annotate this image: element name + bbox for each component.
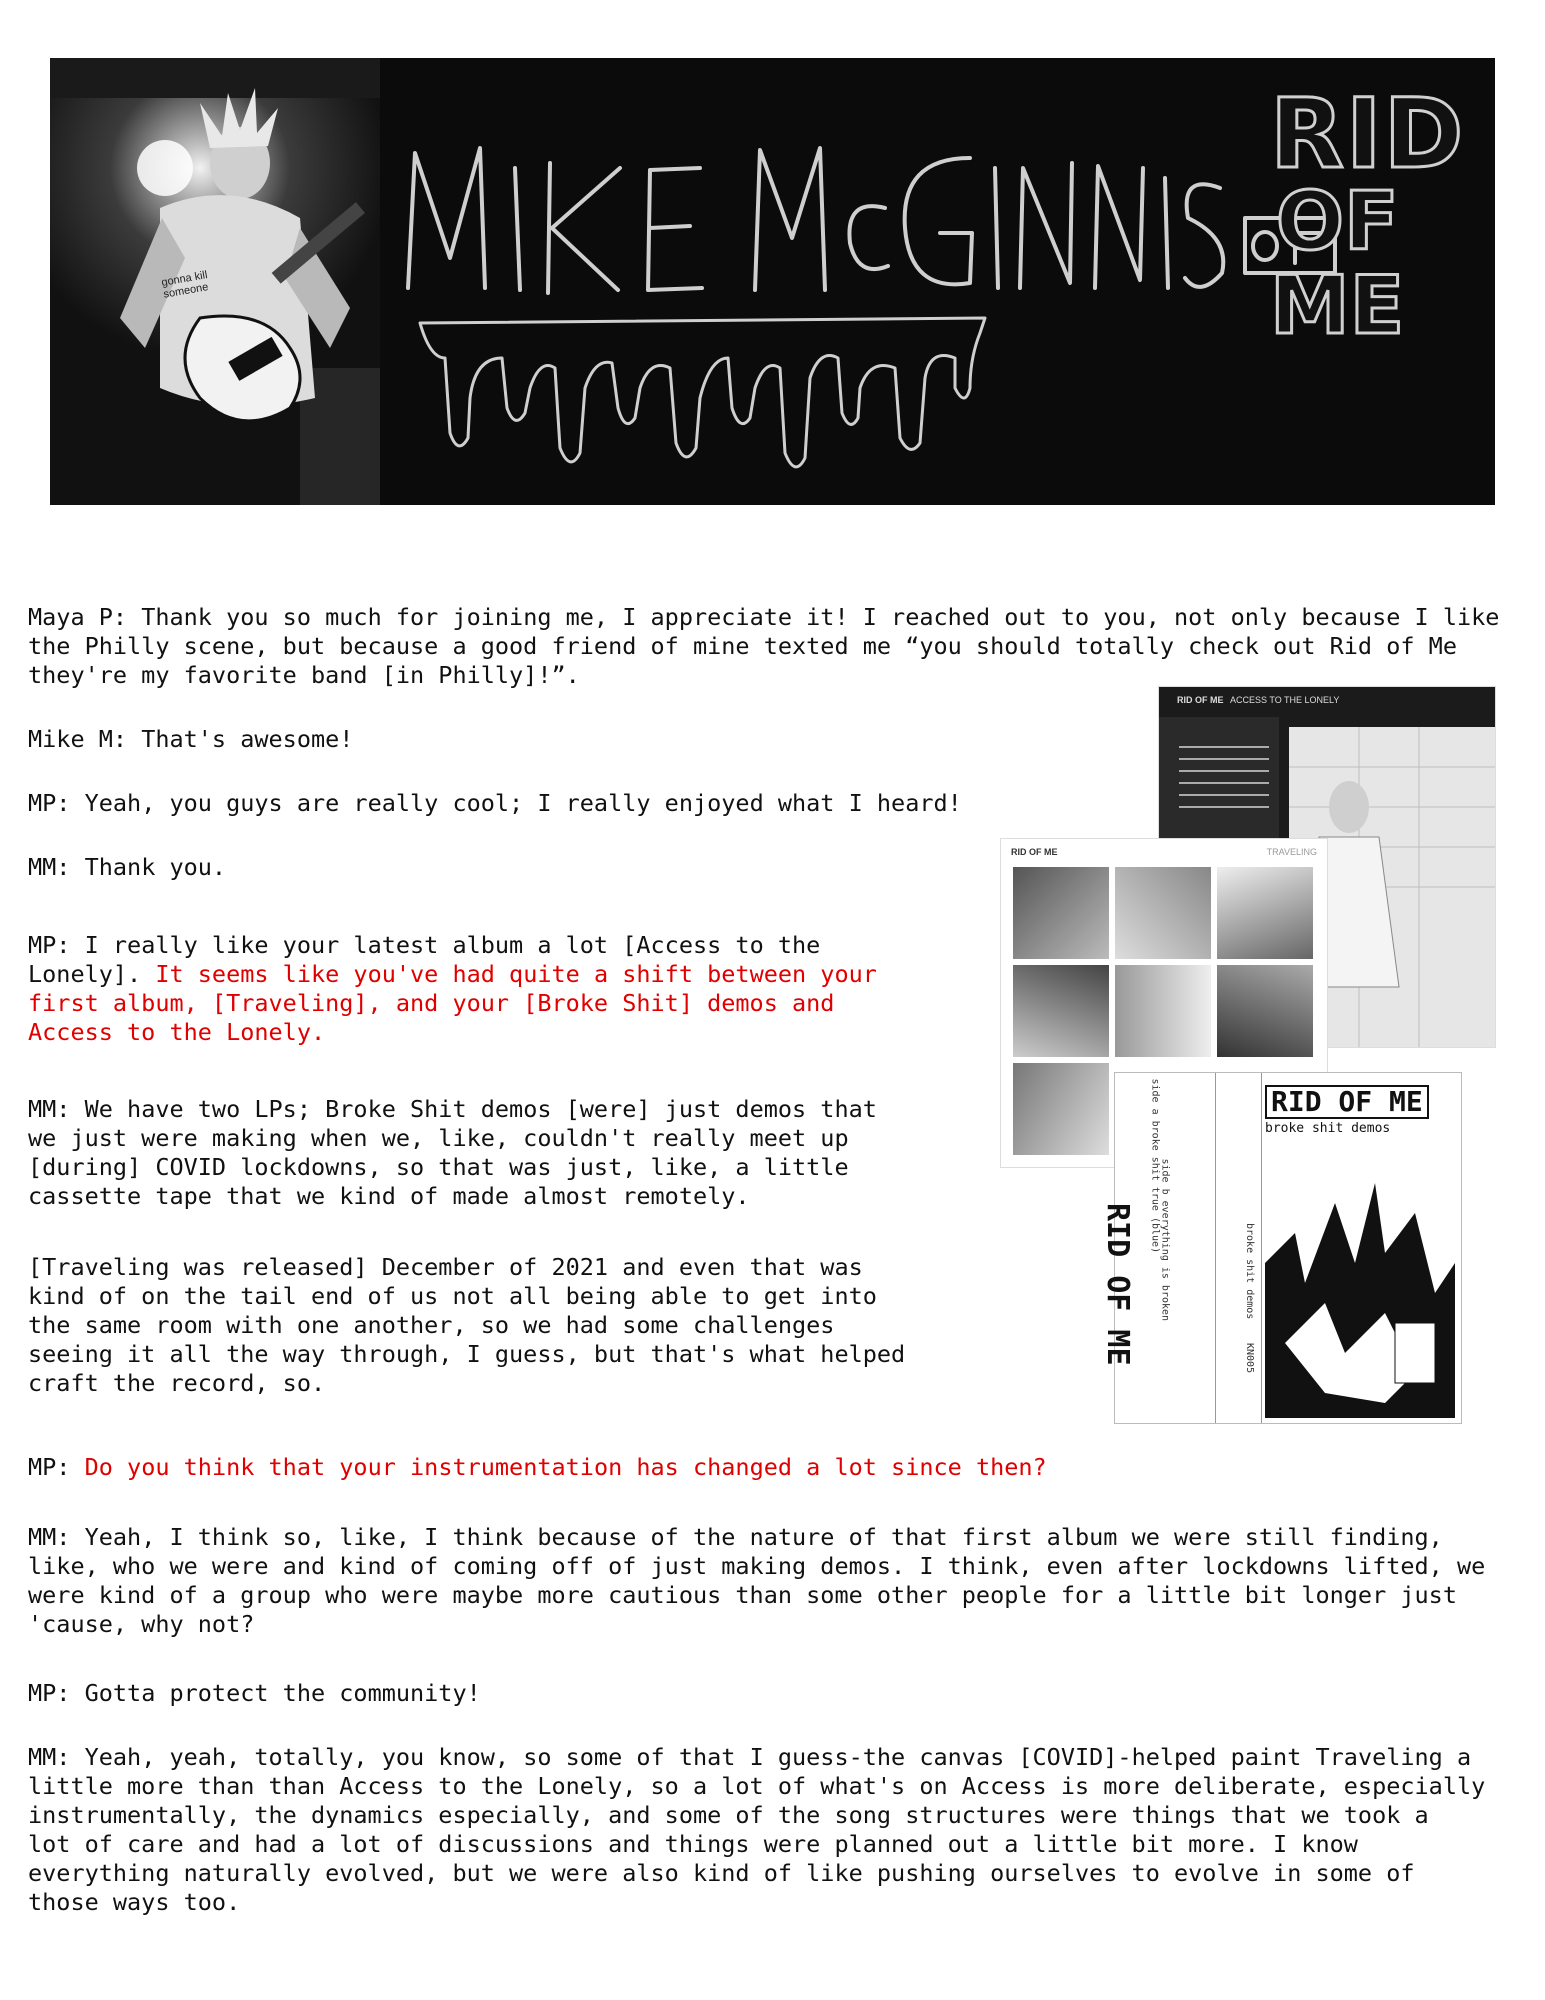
interview-paragraph	[28, 1494, 1518, 1639]
grid-photo	[1013, 965, 1109, 1057]
grid-photo	[1115, 867, 1211, 959]
demos-cover-band: RID OF ME	[1265, 1085, 1429, 1119]
band-name-line1: RID	[1270, 78, 1466, 190]
speaker-label: MM:	[28, 1095, 71, 1123]
grid-photo	[1013, 1063, 1109, 1155]
cover-broke-shit-demos	[1100, 1072, 1462, 1424]
jcard-catalog: KN005	[1244, 1343, 1255, 1374]
band-name-block	[1270, 78, 1490, 352]
band-name-line3: ME	[1270, 259, 1405, 352]
grid-photo	[1115, 965, 1211, 1057]
demos-cover-art	[1265, 1143, 1455, 1418]
speaker-label: Maya P:	[28, 603, 128, 631]
header-banner	[50, 58, 1495, 505]
speaker-label: MP:	[28, 1453, 71, 1481]
grid-photo	[1217, 867, 1313, 959]
title-lettering	[408, 148, 1335, 293]
interview-paragraph	[28, 1066, 988, 1211]
highlighted-question: Do you think that your instrumentation has changed a lot since then?	[84, 1453, 1047, 1481]
jcard-catalog-strip	[1215, 1073, 1262, 1423]
jcard-spine	[1100, 1073, 1216, 1423]
paragraph-text: Yeah, you guys are really cool; I really enjoyed what I heard!	[70, 789, 962, 817]
grid-photo	[1013, 867, 1109, 959]
speaker-label: MP:	[28, 1679, 71, 1707]
paragraph-text: Yeah, yeah, totally, you know, so some of that I guess-the canvas [COVID]-helped paint Traveling a little more than than Access to the Lonely, so a lot of what's on Access is more deliberate, especially instrumentally, the dynamics especially, and some of the song structures were things that we took a lot of care and had a lot of discussions and things were planned out a little bit more. I know everything naturally evolved, but we were also kind of like pushing ourselves to evolve in some of those ways too.	[28, 1743, 1486, 1916]
cover-access-title: ACCESS TO THE LONELY	[1230, 695, 1340, 705]
paragraph-text: Thank you.	[70, 853, 227, 881]
demos-cover-subtitle: broke shit demos	[1265, 1121, 1391, 1136]
jcard-spine-subtitle: broke shit demos	[1244, 1223, 1255, 1320]
paragraph-text: I really like your latest album a lot [Access to the Lonely].	[28, 931, 821, 988]
paragraph-text: Gotta protect the community!	[70, 1679, 481, 1707]
jcard-side-a: side a broke shit true (blue)	[1149, 1078, 1161, 1254]
speaker-label: MM:	[28, 1743, 71, 1771]
cover-traveling-title: TRAVELING	[1266, 847, 1317, 857]
paragraph-text: Thank you so much for joining me, I appreciate it! I reached out to you, not only because I like the Philly scene, but because a good friend of mine texted me “you should totally check out Rid of Me they're my favorite band [in Philly]!”.	[28, 603, 1500, 689]
paragraph-text: That's awesome!	[127, 725, 354, 753]
interview-paragraph	[28, 902, 988, 1047]
paragraph-text: [Traveling was released] December of 2021 and even that was kind of on the tail end of us not all being able to get into the same room with one another, so we had some challenges seeing it all the way through, I guess, but that's what helped craft the record, so.	[28, 1253, 906, 1397]
interview-paragraph	[28, 1650, 1518, 1708]
shirt-text: gonna kill someone	[160, 269, 210, 301]
speaker-label: MP:	[28, 789, 71, 817]
interview-paragraph	[28, 1714, 1518, 1917]
speaker-label: MP:	[28, 931, 71, 959]
guitarist-photo	[50, 58, 380, 505]
speaker-label: MM:	[28, 853, 71, 881]
band-name-line2: OF	[1276, 175, 1399, 268]
paragraph-text: Yeah, I think so, like, I think because of the nature of that first album we were still finding, like, who we were and kind of coming off of just making demos. I think, even after lockdowns lifted, we were kind of a group who were maybe more cautious than some other people for a little bit longer just 'cause, why not?	[28, 1523, 1486, 1638]
drip-bar	[420, 318, 985, 467]
paragraph-text: We have two LPs; Broke Shit demos [were] just demos that we just were making when we, like, couldn't really meet up [during] COVID lockdowns, so that was just, like, a little cassette tape that we kind of made almost remotely.	[28, 1095, 877, 1210]
jcard-spine-band: RID OF ME	[1100, 1203, 1135, 1366]
jcard-side-b: side b everything is broken	[1159, 1158, 1171, 1322]
cover-traveling-band: RID OF ME	[1011, 847, 1058, 857]
paragraph-text	[70, 1453, 84, 1481]
interview-paragraph	[28, 1424, 1518, 1482]
cover-access-band: RID OF ME	[1177, 695, 1224, 705]
interview-paragraph	[28, 696, 928, 754]
interview-paragraph	[28, 824, 928, 882]
interview-paragraph	[28, 760, 988, 818]
grid-photo	[1217, 965, 1313, 1057]
interview-paragraph	[28, 1224, 988, 1398]
speaker-label: Mike M:	[28, 725, 128, 753]
interview-paragraph	[28, 574, 1518, 690]
speaker-label: MM:	[28, 1523, 71, 1551]
demos-cover-header	[1265, 1085, 1429, 1136]
highlighted-question: It seems like you've had quite a shift between your first album, [Traveling], and your [Broke Shit] demos and Access to the Lonely.	[28, 960, 877, 1046]
